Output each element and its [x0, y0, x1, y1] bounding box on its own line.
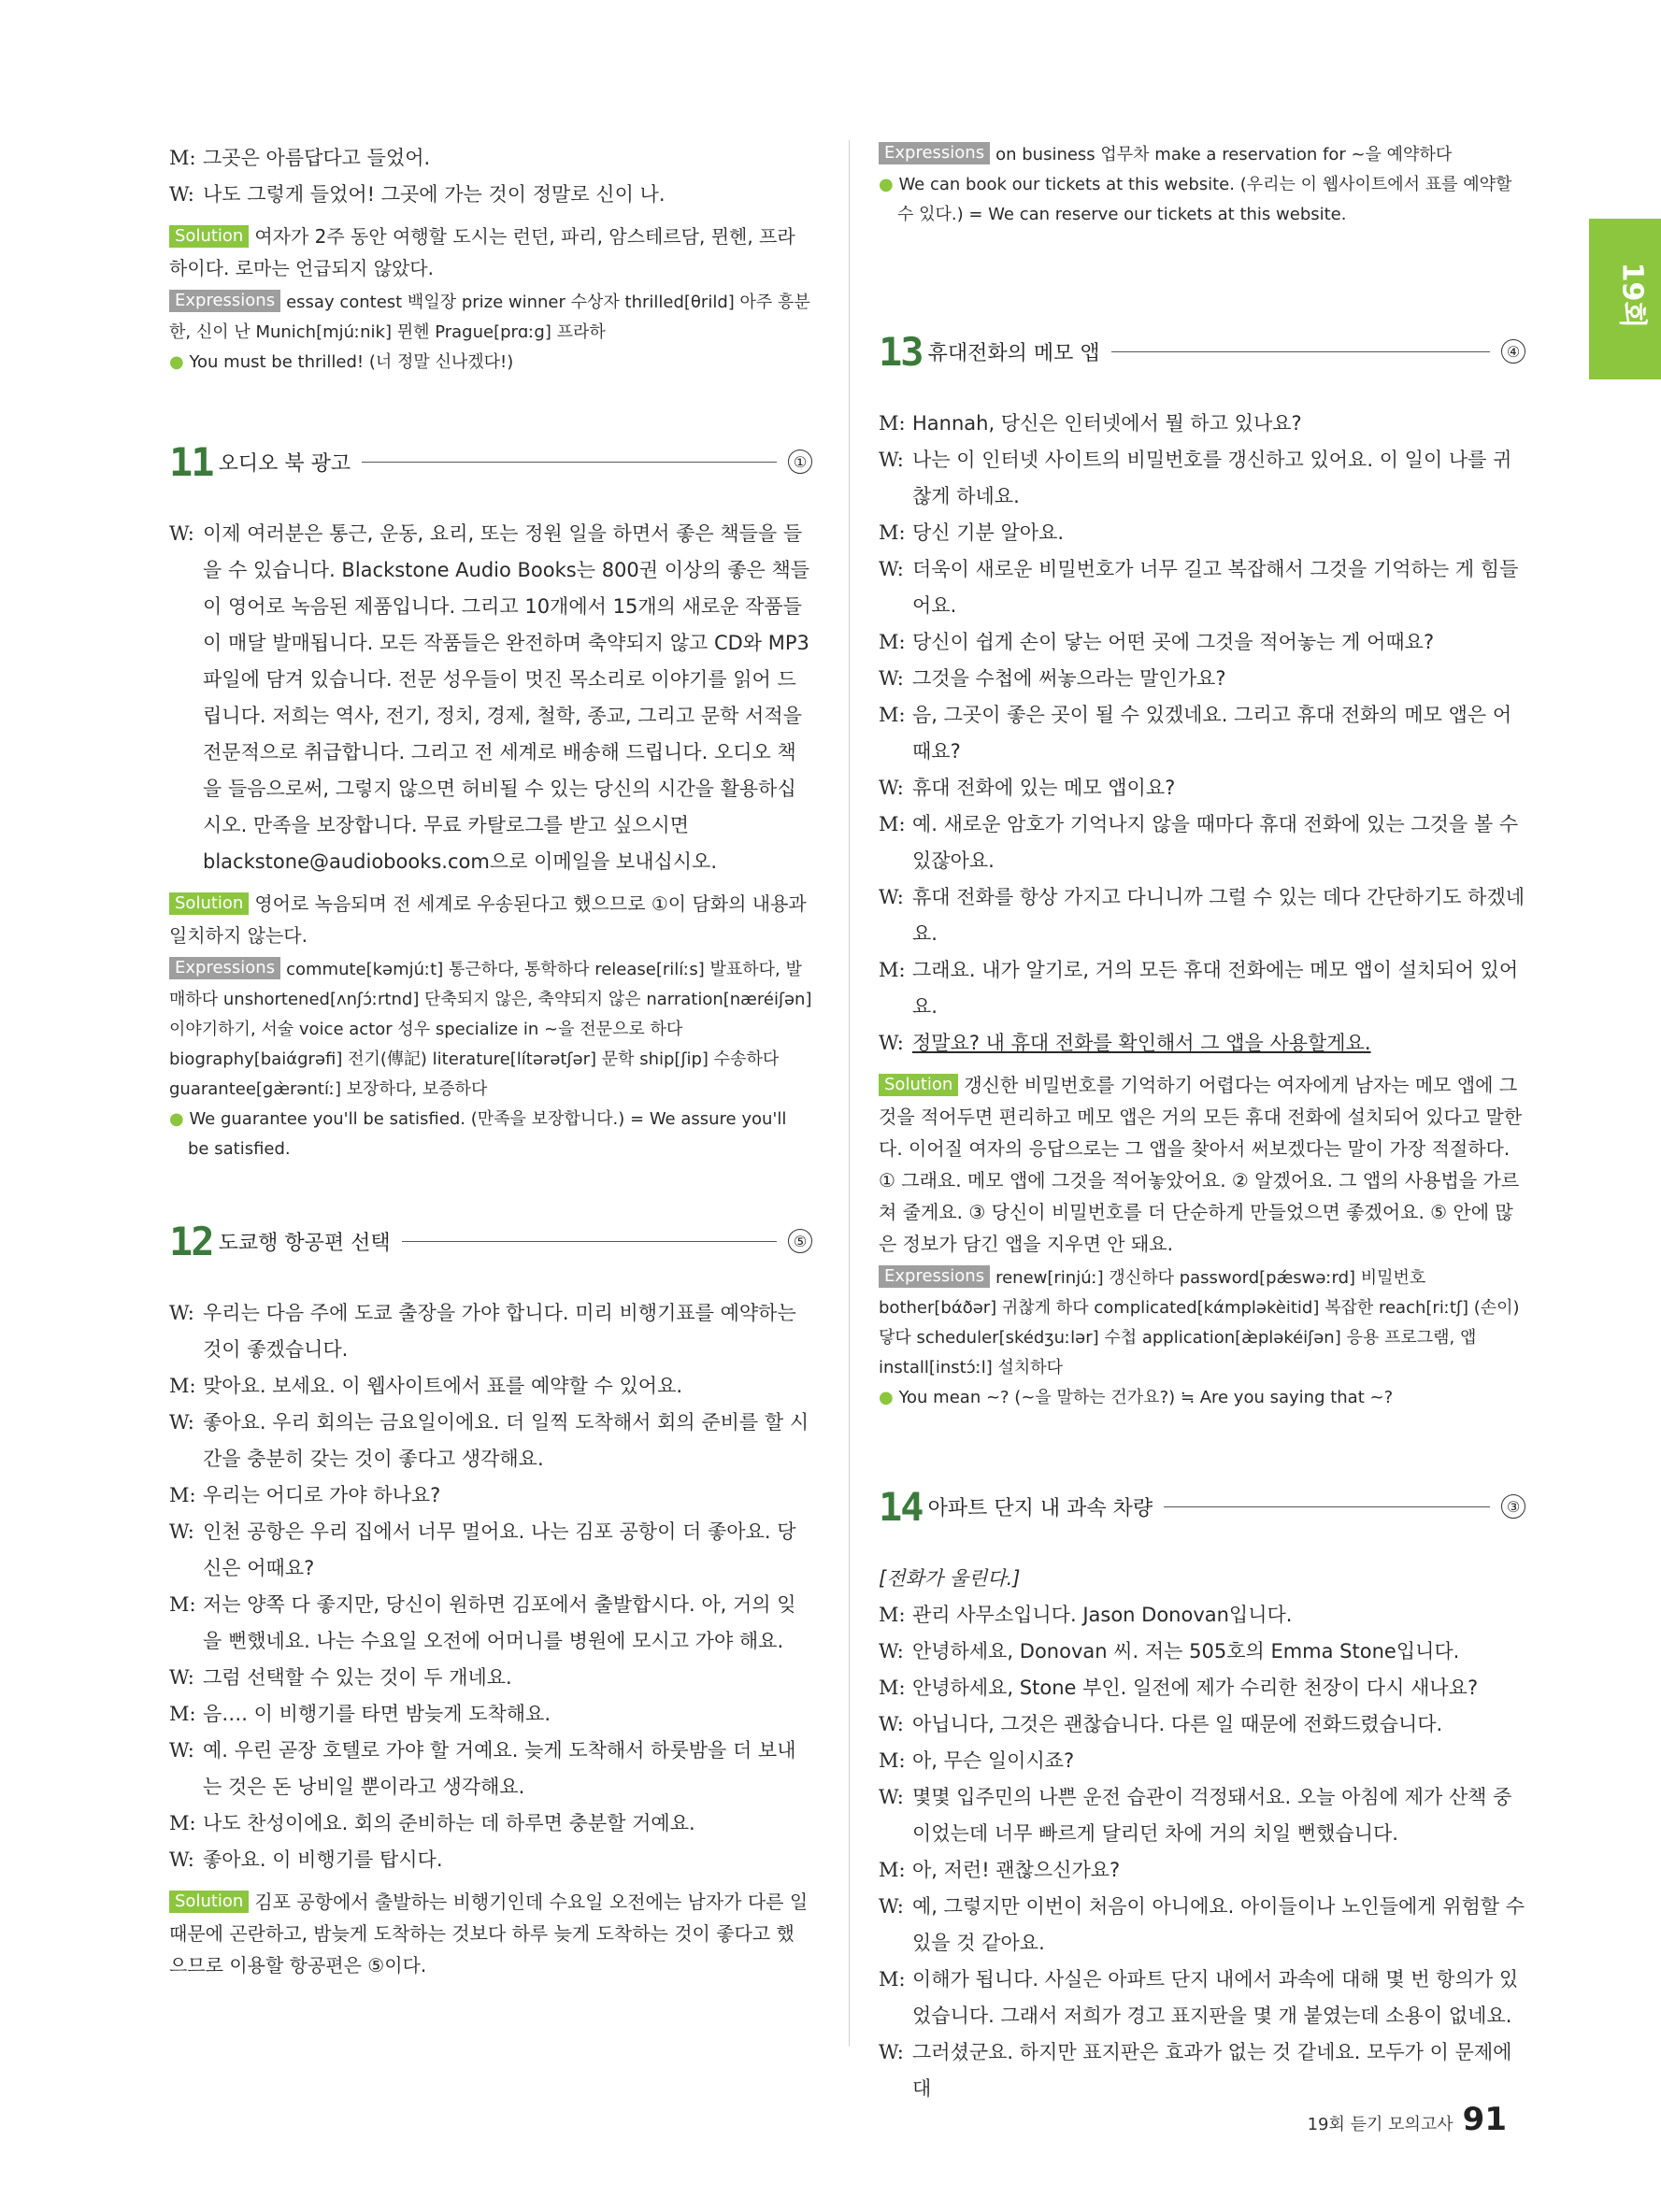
section-12-script: [169, 1295, 812, 1878]
dialogue-text: 이해가 됩니다. 사실은 아파트 단지 내에서 과속에 대해 몇 번 항의가 있었습니다. 그래서 저희가 경고 표지판을 몇 개 붙였는데 소용이 없네요.: [912, 1968, 1519, 2027]
dialogue-line: [879, 2034, 1525, 2107]
section-title: 도쿄행 항공편 선택: [218, 1231, 391, 1255]
dialogue-line: [169, 1842, 812, 1878]
speaker-label: W:: [879, 667, 904, 690]
dialogue-line: [169, 1660, 812, 1696]
dialogue-text: 맞아요. 보세요. 이 웹사이트에서 표를 예약할 수 있어요.: [203, 1375, 683, 1397]
speaker-label: M:: [879, 412, 906, 435]
dialogue-text: 그러셨군요. 하지만 표지판은 효과가 없는 것 같네요. 모두가 이 문제에 대: [912, 2041, 1512, 2100]
dialogue-line: [169, 1477, 812, 1514]
page-number: 91: [1462, 2101, 1507, 2138]
dialogue-line: [879, 551, 1525, 624]
expressions-text: renew[rinjúː] 갱신하다 password[pǽswəːrd] 비밀번호 bother[bάðər] 귀찮게 하다 complicated[kάmpləkèitid] 복잡한 reach[riːtʃ] (손이) 닿다 scheduler[skédʒuːlər] 수첩 application[æ̀pləkéiʃən] 응용 프로그램, 앱 install[instɔ́ːl] 설치하다: [879, 1268, 1520, 1377]
speaker-label: W:: [169, 1848, 194, 1871]
dialogue-text: 그래요. 내가 알기로, 거의 모든 휴대 전화에는 메모 앱이 설치되어 있어요.: [912, 959, 1519, 1018]
dialogue-line: [169, 1368, 812, 1405]
dialogue-text: 당신 기분 알아요.: [912, 521, 1065, 544]
expressions-text: on business 업무차 make a reservation for ~을 예약하다: [995, 145, 1453, 164]
solution-text: 갱신한 비밀번호를 기억하기 어렵다는 여자에게 남자는 메모 앱에 그것을 적어두면 편리하고 메모 앱은 거의 모든 휴대 전화에 설치되어 있다고 말한다. 이어질 여자의 응답으로는 그 앱을 찾아서 써보겠다는 말이 가장 적절하다.: [879, 1074, 1523, 1160]
dialogue-text: 나도 찬성이에요. 회의 준비하는 데 하루면 충분할 거예요.: [203, 1812, 695, 1834]
answer-badge: ⑤: [788, 1229, 812, 1253]
dialogue-text: 안녕하세요, Donovan 씨. 저는 505호의 Emma Stone입니다.: [912, 1640, 1460, 1663]
left-top-dialogue: [169, 140, 812, 213]
dialogue-text: 나는 이 인터넷 사이트의 비밀번호를 갱신하고 있어요. 이 일이 나를 귀찮게 하네요.: [912, 449, 1512, 507]
speaker-label: W:: [169, 1520, 194, 1543]
section-12-header: [169, 1213, 812, 1269]
expressions-tag: Expressions: [879, 1265, 990, 1288]
speaker-label: W:: [169, 1302, 194, 1324]
dialogue-line: [169, 1696, 812, 1733]
answer-badge: ③: [1501, 1494, 1525, 1519]
speaker-label: W:: [879, 777, 904, 799]
dialogue-line: [879, 515, 1525, 551]
speaker-label: W:: [879, 886, 904, 908]
section-title: 휴대전화의 메모 앱: [927, 341, 1100, 365]
dialogue-line: [879, 952, 1525, 1025]
dialogue-line: [879, 661, 1525, 697]
speaker-label: W:: [169, 183, 194, 206]
answer-badge: ④: [1501, 339, 1525, 364]
speaker-label: M:: [879, 704, 906, 726]
footer-label: 19회 듣기 모의고사: [1307, 2115, 1453, 2134]
dialogue-line: [879, 1025, 1525, 1062]
dialogue-text: 음, 그곳이 좋은 곳이 될 수 있겠네요. 그리고 휴대 전화의 메모 앱은 어때요?: [912, 704, 1512, 763]
column-divider: [849, 140, 850, 2047]
dialogue-line: [879, 1962, 1525, 2034]
section-13-header: [879, 323, 1525, 379]
section-title: 오디오 북 광고: [218, 451, 351, 476]
answer-badge: ①: [788, 450, 812, 474]
left-top-expressions: [169, 288, 812, 348]
dialogue-line: [169, 1405, 812, 1477]
speaker-label: W:: [879, 1713, 904, 1735]
dialogue-line: [879, 406, 1525, 442]
dialogue-text: 그럼 선택할 수 있는 것이 두 개네요.: [203, 1666, 512, 1689]
speaker-label: M:: [879, 959, 906, 981]
solution-text: 김포 공항에서 출발하는 비행기인데 수요일 오전에는 남자가 다른 일 때문에 곤란하고, 밤늦게 도착하는 것보다 하루 늦게 도착하는 것이 좋다고 했으므로 이용할 항공편은 ⑤이다.: [169, 1891, 809, 1977]
left-top-bullet: ● You must be thrilled! (너 정말 신나겠다!): [169, 352, 514, 372]
speaker-label: M:: [879, 631, 906, 653]
section-14-intro: [전화가 울린다.]: [879, 1567, 1021, 1590]
speaker-label: W:: [169, 1666, 194, 1689]
speaker-label: W:: [879, 449, 904, 471]
section-number: 14: [879, 1483, 923, 1530]
section-11-script: [169, 516, 812, 880]
dialogue-text: 안녕하세요, Stone 부인. 일전에 제가 수리한 천장이 다시 새나요?: [912, 1677, 1479, 1699]
dialogue-line: [169, 1733, 812, 1805]
expressions-tag: Expressions: [879, 142, 990, 164]
dialogue-line: [169, 1805, 812, 1842]
speaker-label: W:: [169, 1411, 194, 1434]
dialogue-line: [879, 1670, 1525, 1706]
dialogue-text: 그곳은 아름답다고 들었어.: [203, 147, 431, 169]
dialogue-text: 휴대 전화를 항상 가지고 다니니까 그럴 수 있는 데다 간단하기도 하겠네요.: [912, 886, 1525, 945]
dialogue-text: 예. 우린 곧장 호텔로 가야 할 거예요. 늦게 도착해서 하룻밤을 더 보내는 것은 돈 낭비일 뿐이라고 생각해요.: [203, 1739, 796, 1798]
section-11-solution: [169, 888, 812, 951]
speaker-label: M:: [879, 521, 906, 544]
speaker-label: W:: [879, 1032, 904, 1054]
dialogue-text: 우리는 다음 주에 도쿄 출장을 가야 합니다. 미리 비행기표를 예약하는 것이 좋겠습니다.: [203, 1302, 796, 1361]
dialogue-text: 인천 공항은 우리 집에서 너무 멀어요. 나는 김포 공항이 더 좋아요. 당신은 어때요?: [203, 1520, 796, 1579]
dialogue-text: 우리는 어디로 가야 하나요?: [203, 1484, 441, 1506]
dialogue-text: 좋아요. 우리 회의는 금요일이에요. 더 일찍 도착해서 회의 준비를 할 시간을 충분히 갖는 것이 좋다고 생각해요.: [203, 1411, 809, 1470]
expressions-text: essay contest 백일장 prize winner 수상자 thrilled[θrild] 아주 흥분한, 신이 난 Munich[mjúːnik] 뮌헨 Prague[prɑːg] 프라하: [169, 293, 810, 342]
dialogue-text: 저는 양쪽 다 좋지만, 당신이 원하면 김포에서 출발합시다. 아, 거의 잊을 뻔했네요. 나는 수요일 오전에 어머니를 병원에 모시고 가야 해요.: [203, 1593, 796, 1652]
speaker-label: M:: [879, 1968, 906, 1991]
section-13-bullet: ● You mean ~? (~을 말하는 건가요?) ≒ Are you saying that ~?: [879, 1388, 1394, 1407]
section-number: 11: [169, 438, 213, 485]
dialogue-line: [169, 516, 812, 880]
dialogue-line: [879, 442, 1525, 515]
dialogue-line: [879, 1706, 1525, 1743]
dialogue-line: [879, 770, 1525, 806]
section-11-expressions: [169, 955, 812, 1105]
dialogue-text: 아, 저런! 괜찮으신가요?: [912, 1859, 1121, 1881]
left-top-solution: [169, 221, 812, 284]
speaker-label: M:: [169, 1703, 196, 1725]
dialogue-text: 몇몇 입주민의 나쁜 운전 습관이 걱정돼서요. 오늘 아침에 제가 산책 중이었는데 너무 빠르게 달리던 차에 거의 치일 뻔했습니다.: [912, 1786, 1512, 1845]
dialogue-text: Hannah, 당신은 인터넷에서 뭘 하고 있나요?: [912, 412, 1302, 435]
speaker-label: M:: [879, 1604, 906, 1626]
expressions-tag: Expressions: [169, 957, 280, 979]
dialogue-line: [879, 879, 1525, 952]
solution-tag: Solution: [169, 892, 249, 915]
dialogue-line: [169, 1587, 812, 1660]
section-13-solution: [879, 1069, 1525, 1164]
speaker-label: W:: [169, 522, 194, 545]
dialogue-line: [879, 697, 1525, 770]
right-top-bullet: ● We can book our tickets at this website. (우리는 이 웹사이트에서 표를 예약할 수 있다.) = We can reserve our tickets at this website.: [879, 175, 1512, 224]
solution-tag: Solution: [879, 1074, 958, 1096]
dialogue-text: 예, 그렇지만 이번이 처음이 아니에요. 아이들이나 노인들에게 위험할 수 있을 것 같아요.: [912, 1895, 1525, 1954]
dialogue-text: 휴대 전화에 있는 메모 앱이요?: [912, 777, 1176, 799]
speaker-label: W:: [879, 2041, 904, 2063]
section-13-options: ① 그래요. 메모 앱에 그것을 적어놓았어요. ② 알겠어요. 그 앱의 사용법을 가르쳐 줄게요. ③ 당신이 비밀번호를 더 단순하게 만들었으면 좋겠어요. ⑤ 안에 많은 정보가 담긴 앱을 지우면 안 돼요.: [879, 1169, 1520, 1255]
page-footer: [1308, 2101, 1507, 2138]
right-column: [879, 140, 1525, 2107]
dialogue-text: 정말요? 내 휴대 전화를 확인해서 그 앱을 사용할게요.: [912, 1032, 1371, 1054]
speaker-label: M:: [169, 1812, 196, 1834]
dialogue-line: [169, 1514, 812, 1587]
solution-text: 여자가 2주 동안 여행할 도시는 런던, 파리, 암스테르담, 뮌헨, 프라하이다. 로마는 언급되지 않았다.: [169, 225, 795, 279]
expressions-text: commute[kəmjúːt] 통근하다, 통학하다 release[rilíːs] 발표하다, 발매하다 unshortened[ʌnʃɔ́ːrtnd] 단축되지 않은, 축약되지 않은 narration[næréiʃən] 이야기하기, 서술 voice actor 성우 specialize in ~을 전문으로 하다 biography[baiάgrəfi] 전기(傳記) literature[lítərətʃər] 문학 ship[ʃip] 수송하다 guarantee[gæ̀rəntíː] 보장하다, 보증하다: [169, 960, 812, 1099]
speaker-label: M:: [879, 1749, 906, 1772]
section-14-script: [879, 1597, 1525, 2107]
solution-tag: Solution: [169, 225, 249, 248]
section-13-script: [879, 406, 1525, 1062]
dialogue-line: [169, 177, 812, 213]
section-11-header: [169, 434, 812, 490]
speaker-label: M:: [169, 147, 196, 169]
dialogue-line: [879, 1597, 1525, 1634]
section-number: 13: [879, 328, 923, 375]
dialogue-line: [169, 140, 812, 177]
right-top-expressions: [879, 140, 1525, 170]
section-13-expressions: [879, 1263, 1525, 1383]
left-column: [169, 140, 812, 1981]
dialogue-text: 음…. 이 비행기를 타면 밤늦게 도착해요.: [203, 1703, 551, 1725]
section-title: 아파트 단지 내 과속 차량: [927, 1496, 1153, 1520]
dialogue-text: 관리 사무소입니다. Jason Donovan입니다.: [912, 1604, 1293, 1626]
dialogue-text: 그것을 수첩에 써놓으라는 말인가요?: [912, 667, 1226, 690]
speaker-label: M:: [879, 1677, 906, 1699]
speaker-label: M:: [879, 1859, 906, 1881]
solution-tag: Solution: [169, 1891, 249, 1913]
section-12-solution: [169, 1886, 812, 1981]
speaker-label: W:: [169, 1739, 194, 1762]
dialogue-line: [879, 1743, 1525, 1779]
speaker-label: M:: [169, 1375, 196, 1397]
expressions-tag: Expressions: [169, 290, 280, 312]
dialogue-line: [879, 1852, 1525, 1889]
dialogue-text: 아, 무슨 일이시죠?: [912, 1749, 1075, 1772]
section-number: 12: [169, 1218, 213, 1264]
speaker-label: W:: [879, 1640, 904, 1663]
dialogue-line: [879, 624, 1525, 661]
solution-text: 영어로 녹음되며 전 세계로 우송된다고 했으므로 ①이 담화의 내용과 일치하지 않는다.: [169, 892, 807, 947]
speaker-label: M:: [169, 1484, 196, 1506]
section-11-bullet: ● We guarantee you'll be satisfied. (만족을 보장합니다.) = We assure you'll be satisfied.: [169, 1109, 787, 1159]
dialogue-line: [879, 806, 1525, 879]
dialogue-text: 더욱이 새로운 비밀번호가 너무 길고 복잡해서 그것을 기억하는 게 힘들어요.: [912, 558, 1519, 617]
speaker-label: W:: [879, 558, 904, 580]
dialogue-text: 아닙니다, 그것은 괜찮습니다. 다른 일 때문에 전화드렸습니다.: [912, 1713, 1443, 1735]
dialogue-line: [169, 1295, 812, 1368]
dialogue-text: 당신이 쉽게 손이 닿는 어떤 곳에 그것을 적어놓는 게 어때요?: [912, 631, 1435, 653]
speaker-label: W:: [879, 1895, 904, 1918]
dialogue-line: [879, 1634, 1525, 1670]
dialogue-text: 나도 그렇게 들었어! 그곳에 가는 것이 정말로 신이 나.: [203, 183, 666, 206]
dialogue-text: 예. 새로운 암호가 기억나지 않을 때마다 휴대 전화에 있는 그것을 볼 수 있잖아요.: [912, 813, 1519, 872]
dialogue-line: [879, 1779, 1525, 1852]
speaker-label: M:: [879, 813, 906, 835]
chapter-side-tab-label: 19회: [1615, 262, 1649, 329]
dialogue-line: [879, 1889, 1525, 1962]
speaker-label: M:: [169, 1593, 196, 1616]
dialogue-text: 이제 여러분은 통근, 운동, 요리, 또는 정원 일을 하면서 좋은 책들을 들을 수 있습니다. Blackstone Audio Books는 800권 이상의 좋은 책들이 영어로 녹음된 제품입니다. 그리고 10개에서 15개의 새로운 작품들이 매달 발매됩니다. 모든 작품들은 완전하며 축약되지 않고 CD와 MP3 파일에 담겨 있습니다. 전문 성우들이 멋진 목소리로 이야기를 읽어 드립니다. 저희는 역사, 전기, 정치, 경제, 철학, 종교, 그리고 문학 서적을 전문적으로 취급합니다. 그리고 전 세계로 배송해 드립니다. 오디오 책을 들음으로써, 그렇지 않으면 허비될 수 있는 당신의 시간을 활용하십시오. 만족을 보장합니다. 무료 카탈로그를 받고 싶으시면 blackstone@audiobooks.com으로 이메일을 보내십시오.: [203, 522, 810, 873]
speaker-label: W:: [879, 1786, 904, 1808]
section-14-header: [879, 1478, 1525, 1534]
chapter-side-tab: [1589, 219, 1661, 379]
dialogue-text: 좋아요. 이 비행기를 탑시다.: [203, 1848, 443, 1871]
